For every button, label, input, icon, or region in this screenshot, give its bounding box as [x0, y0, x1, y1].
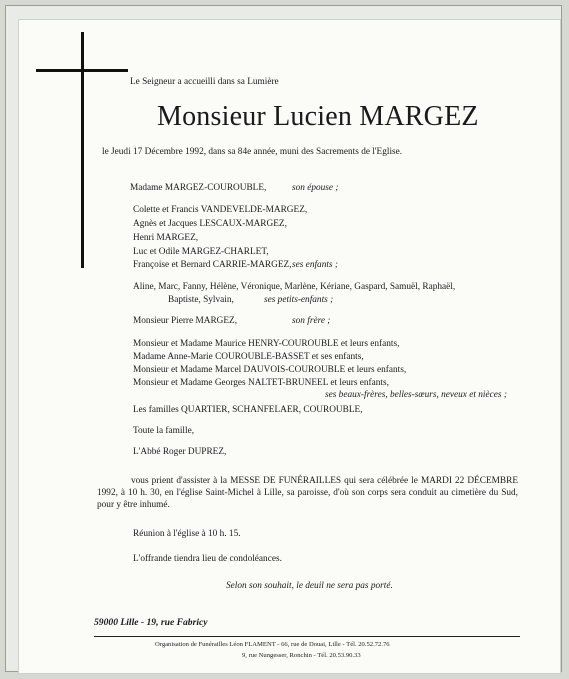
spouse-name: Madame MARGEZ-COUROUBLE, [130, 183, 267, 193]
in-law-4: Monsieur et Madame Georges NALTET-BRUNEEL et leurs enfants, [133, 378, 389, 388]
cross-icon-vertical [81, 32, 84, 268]
footer-divider [94, 636, 520, 637]
brother-role: son frère ; [292, 316, 331, 326]
children-role: ses enfants ; [292, 260, 338, 270]
family-address: 59000 Lille - 19, rue Fabricy [94, 617, 208, 628]
spouse-role: son épouse ; [292, 183, 339, 193]
funeral-home-line-1: Organisation de Funérailles Léon FLAMENT - 66, rue de Douai, Lille - Tél. 20.52.72.76 [155, 641, 390, 648]
child-5: Françoise et Bernard CARRIE-MARGEZ, [133, 260, 292, 270]
wish-line: Selon son souhait, le deuil ne sera pas porté. [226, 581, 393, 591]
child-3: Henri MARGEZ, [133, 233, 199, 243]
meeting-line: Réunion à l'église à 10 h. 15. [133, 529, 241, 539]
cross-icon-horizontal [36, 69, 128, 72]
deceased-name: Monsieur Lucien MARGEZ [157, 101, 479, 132]
in-laws-role: ses beaux-frères, belles-sœurs, neveux et nièces ; [325, 390, 507, 400]
grandchildren-line-1: Aline, Marc, Fanny, Hélène, Véronique, Marlène, Kériane, Gaspard, Samuël, Raphaël, [133, 282, 456, 292]
grandchildren-role: ses petits-enfants ; [264, 295, 334, 305]
invitation-paragraph: vous prient d'assister à la MESSE DE FUNÉRAILLES qui sera célébrée le MARDI 22 DÉCEMBRE 1992, à 10 h. 30, en l'église Saint-Michel à Lille, sa paroisse, d'où son corps sera conduit au cimetière du Sud, pour y être inhumé. [97, 476, 518, 510]
offering-line: L'offrande tiendra lieu de condoléances. [133, 554, 282, 564]
child-2: Agnès et Jacques LESCAUX-MARGEZ, [133, 219, 287, 229]
in-law-2: Madame Anne-Marie COUROUBLE-BASSET et ses enfants, [133, 352, 364, 362]
funeral-home-line-2: 9, rue Nungesser, Ronchin - Tél. 20.53.90.33 [242, 652, 361, 659]
all-family: Toute la famille, [133, 426, 195, 436]
priest: L'Abbé Roger DUPREZ, [133, 447, 227, 457]
child-1: Colette et Francis VANDEVELDE-MARGEZ, [133, 205, 308, 215]
grandchildren-line-2: Baptiste, Sylvain, [168, 295, 234, 305]
in-law-1: Monsieur et Madame Maurice HENRY-COUROUBLE et leurs enfants, [133, 339, 400, 349]
other-families: Les familles QUARTIER, SCHANFELAER, COUROUBLE, [133, 405, 363, 415]
brother-name: Monsieur Pierre MARGEZ, [133, 316, 238, 326]
in-law-3: Monsieur et Madame Marcel DAUVOIS-COUROUBLE et leurs enfants, [133, 365, 407, 375]
intro-line: Le Seigneur a accueilli dans sa Lumière [130, 77, 279, 87]
death-line: le Jeudi 17 Décembre 1992, dans sa 84e année, muni des Sacrements de l'Eglise. [102, 147, 403, 157]
child-4: Luc et Odile MARGEZ-CHARLET, [133, 247, 269, 257]
